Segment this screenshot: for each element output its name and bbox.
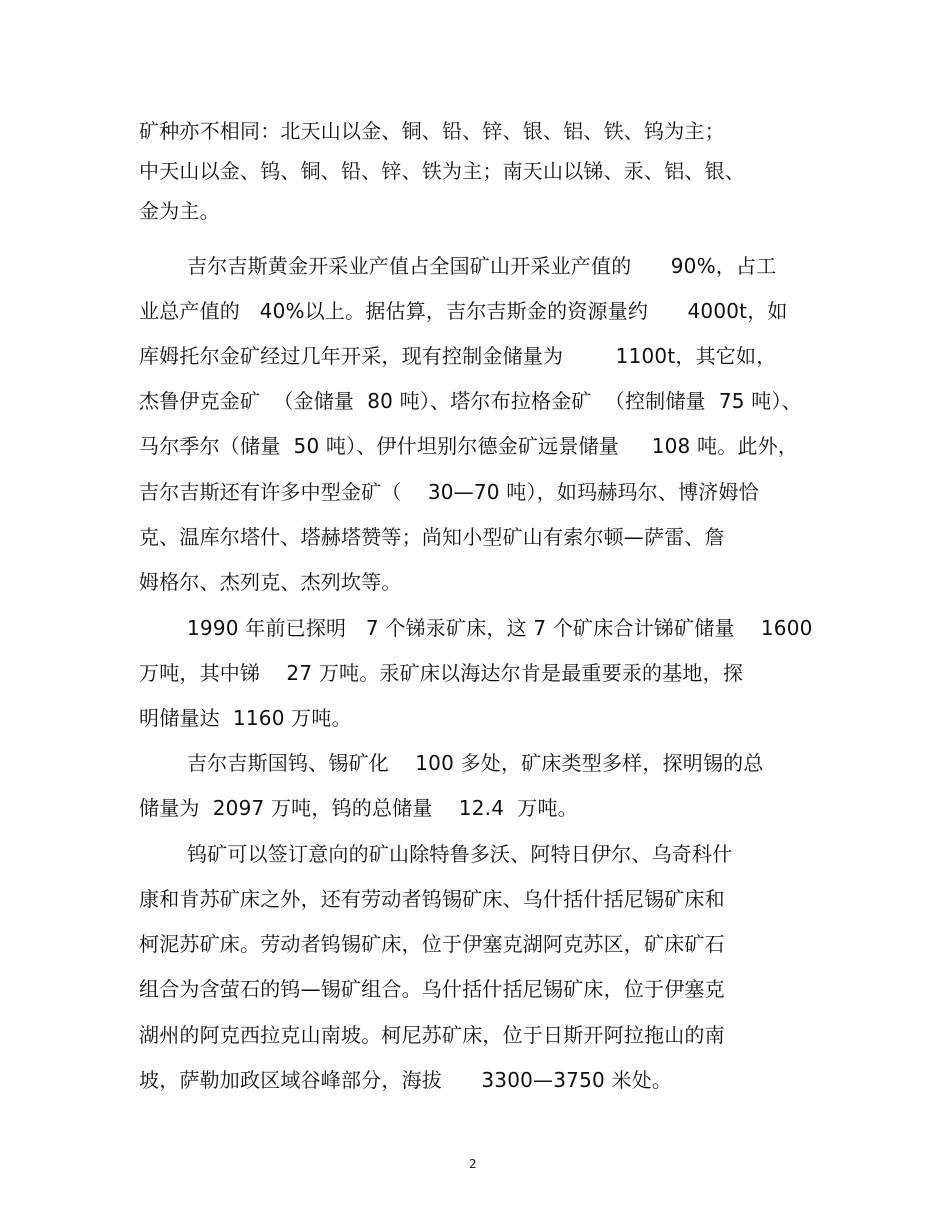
- text-line-9: 吉尔吉斯还有许多中型金矿（ 30—70 吨），如玛赫玛尔、博济姆恰: [139, 480, 759, 504]
- text-line-6: 库姆托尔金矿经过几年开采，现有控制金储量为 1100t，其它如，: [139, 344, 777, 368]
- page-number: 2: [469, 1157, 477, 1171]
- text-line-21: 湖州的阿克西拉克山南坡。柯尼苏矿床，位于日斯开阿拉拖山的南: [139, 1023, 725, 1047]
- text-line-20: 组合为含萤石的钨—锡矿组合。乌什括什括尼锡矿床，位于伊塞克: [139, 977, 725, 1001]
- text-line-4: 吉尔吉斯黄金开采业产值占全国矿山开采业产值的 90%，占工: [187, 254, 777, 278]
- text-line-19: 柯泥苏矿床。劳动者钨锡矿床，位于伊塞克湖阿克苏区，矿床矿石: [139, 932, 725, 956]
- text-line-17: 钨矿可以签订意向的矿山除特鲁多沃、阿特日伊尔、乌奇科什: [187, 842, 733, 866]
- text-line-10: 克、温库尔塔什、塔赫塔赞等；尚知小型矿山有索尔顿—萨雷、詹: [139, 525, 725, 549]
- text-line-5: 业总产值的 40%以上。据估算，吉尔吉斯金的资源量约 4000t，如: [139, 299, 788, 323]
- text-line-12: 1990 年前已探明 7 个锑汞矿床，这 7 个矿床合计锑矿储量 1600: [187, 616, 813, 640]
- text-line-2: 中天山以金、钨、铜、铅、锌、铁为主；南天山以锑、汞、铝、银、: [139, 159, 745, 183]
- text-line-11: 姆格尔、杰列克、杰列坎等。: [139, 570, 402, 594]
- text-line-18: 康和肯苏矿床之外，还有劳动者钨锡矿床、乌什括什括尼锡矿床和: [139, 887, 725, 911]
- text-line-1: 矿种亦不相同：北天山以金、铜、铅、锌、银、铝、铁、钨为主；: [139, 119, 725, 143]
- text-line-14: 明储量达 1160 万吨。: [139, 706, 352, 730]
- text-line-15: 吉尔吉斯国钨、锡矿化 100 多处，矿床类型多样，探明锡的总: [187, 751, 764, 775]
- text-line-8: 马尔季尔（储量 50 吨）、伊什坦别尔德金矿远景储量 108 吨。此外，: [139, 434, 799, 458]
- text-line-16: 储量为 2097 万吨，钨的总储量 12.4 万吨。: [139, 796, 578, 820]
- text-line-3: 金为主。: [139, 199, 220, 223]
- text-line-13: 万吨，其中锑 27 万吨。汞矿床以海达尔肯是最重要汞的基地，探: [139, 661, 744, 685]
- text-line-7: 杰鲁伊克金矿 （金储量 80 吨）、塔尔布拉格金矿 （控制储量 75 吨）、: [139, 389, 802, 413]
- text-line-22: 坡，萨勒加政区域谷峰部分，海拔 3300—3750 米处。: [139, 1068, 673, 1092]
